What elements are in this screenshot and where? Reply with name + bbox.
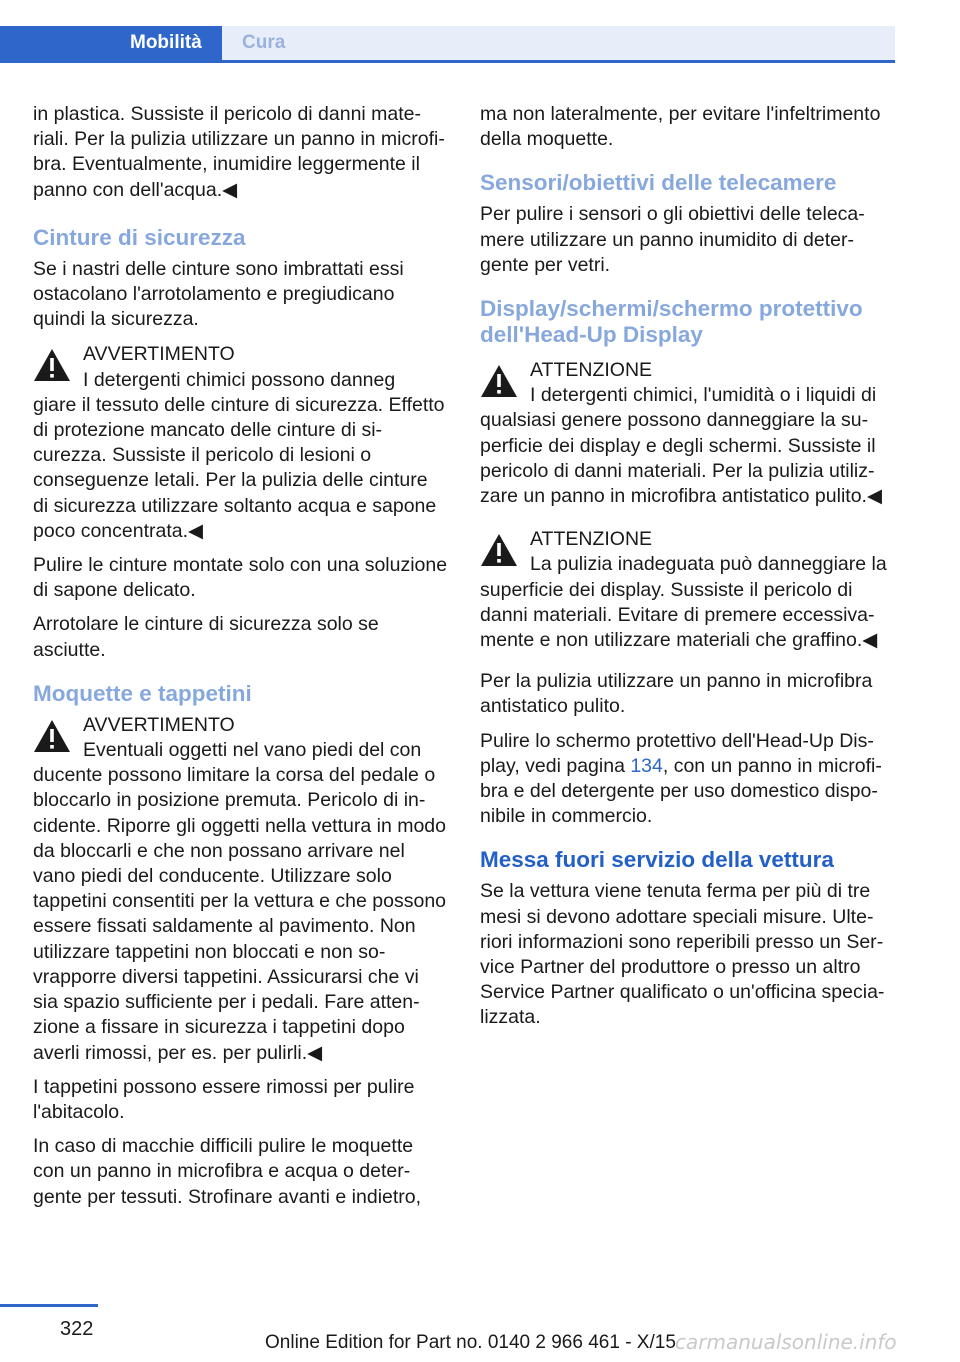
warning-triangle-icon [33, 348, 71, 382]
paragraph-display-1: Per la pulizia utilizzare un panno in microfibra antistatico pulito. [480, 670, 873, 718]
tab-cura-label: Cura [242, 32, 286, 53]
caution-lead: I detergenti chimici, l'umidità o i liquidi di [530, 384, 877, 407]
caution-lead: La pulizia inadeguata può danneggiare la [530, 553, 887, 576]
warning-lead: I detergenti chimici possono danneg [83, 368, 396, 391]
paragraph-display-2-end: , con un panno in microfibra e del detergente per uso domestico disponibile in commercio. [480, 754, 882, 828]
tab-cura[interactable] [222, 26, 895, 60]
edition-note: Online Edition for Part no. 0140 2 966 461 - X/15 [265, 1332, 676, 1353]
paragraph-belts: Se i nastri delle cinture sono imbrattati essi ostacolano l'arrotolamento e pregiudicano quindi la sicurezza. [33, 257, 404, 331]
warning-title: AVVERTIMENTO [83, 713, 235, 736]
heading-sensors: Sensori/obiettivi delle telecamere [480, 170, 837, 196]
watermark: carmanualsonline.info [675, 1330, 897, 1354]
paragraph-sensors: Per pulire i sensori o gli obiettivi delle telecamere utilizzare un panno inumidito di detergente per vetri. [480, 203, 865, 276]
paragraph-storage: Se la vettura viene tenuta ferma per più di tre mesi si devono adottare speciali misure. Ulteriori informazioni sono reperibili presso un Service Partner del produttore o presso un altro Service Partner qualificato o un'officina specializzata. [480, 880, 885, 1029]
tab-mobilita[interactable] [0, 26, 222, 60]
warning-lead: Eventuali oggetti nel vano piedi del con [83, 739, 422, 762]
paragraph-continued: ma non lateralmente, per evitare l'infeltrimento della moquette. [480, 103, 881, 151]
chapter-header [0, 26, 895, 62]
warning-title: AVVERTIMENTO [83, 343, 235, 366]
caution-block-display-1 [480, 358, 895, 509]
paragraph-belts-3: Arrotolare le cinture di sicurezza solo se asciutte. [33, 613, 379, 661]
caution-block-display-2 [480, 527, 895, 653]
page-reference-link[interactable]: 134 [630, 754, 663, 777]
paragraph-carpets-1: I tappetini possono essere rimossi per pulire l'abitacolo. [33, 1075, 415, 1123]
caution-title: ATTENZIONE [530, 528, 653, 551]
heading-display: Display/schermi/schermo protettivo dell'Head-Up Display [480, 296, 863, 348]
warning-block-belts [33, 342, 448, 544]
warning-triangle-icon [480, 364, 518, 398]
caution-title: ATTENZIONE [530, 359, 653, 382]
right-column [480, 102, 895, 1040]
paragraph-intro: in plastica. Sussiste il pericolo di danni materiali. Per la pulizia utilizzare un panno in microfibra. Eventualmente, inumidire leggermente il panno con dell'acqua.◀ [33, 103, 445, 201]
heading-storage: Messa fuori servizio della vettura [480, 847, 834, 873]
footer-divider [0, 1304, 98, 1307]
left-column [33, 102, 448, 1219]
warning-triangle-icon [480, 533, 518, 567]
caution-body: superficie dei display. Sussiste il pericolo di danni materiali. Evitare di premere eccessivamente e non utilizzare materiali che graffino.◀ [480, 578, 878, 652]
page-number: 322 [60, 1318, 94, 1340]
heading-carpets: Moquette e tappetini [33, 680, 252, 706]
warning-body: ducente possono limitare la corsa del pedale o bloccarlo in posizione premuta. Pericolo di incidente. Riporre gli oggetti nella vettura in modo da bloccarli e che non possano arrivare nel vano piedi del conducente. Utilizzare solo tappetini consentiti per la vettura e che possono essere fissati saldamente al pavimento. Non utilizzare tappetini non bloccati e non sovrapporre diversi tappetini. Assicurarsi che vi sia spazio sufficiente per i pedali. Fare attenzione a fissare in sicurezza i tappetini dopo averli rimossi, per es. per pulirli.◀ [33, 764, 447, 1064]
paragraph-display-2 [480, 729, 895, 830]
warning-body: giare il tessuto delle cinture di sicurezza. Effetto di protezione mancato delle cinture di sicurezza. Sussiste il pericolo di lesioni o conseguenze letali. Per la pulizia delle cinture di sicurezza utilizzare soltanto acqua e sapone poco concentrata.◀ [33, 393, 445, 542]
paragraph-carpets-2: In caso di macchie difficili pulire le moquette con un panno in microfibra e acqua o detergente per tessuti. Strofinare avanti e indietro, [33, 1135, 422, 1208]
paragraph-display-2-start: Pulire lo schermo protettivo dell'Head-Up Display, vedi pagina [480, 729, 874, 777]
caution-body: qualsiasi genere possono danneggiare la superficie dei display e degli schermi. Sussiste il pericolo di danni materiali. Per la pulizia utilizzare un panno in microfibra antistatico pulito.◀ [480, 409, 882, 508]
tab-mobilita-label: Mobilità [130, 32, 202, 53]
warning-triangle-icon [33, 719, 71, 753]
paragraph-belts-2: Pulire le cinture montate solo con una soluzione di sapone delicato. [33, 554, 448, 602]
warning-block-carpets [33, 713, 448, 1066]
header-divider [0, 60, 895, 63]
heading-seat-belts: Cinture di sicurezza [33, 224, 246, 250]
